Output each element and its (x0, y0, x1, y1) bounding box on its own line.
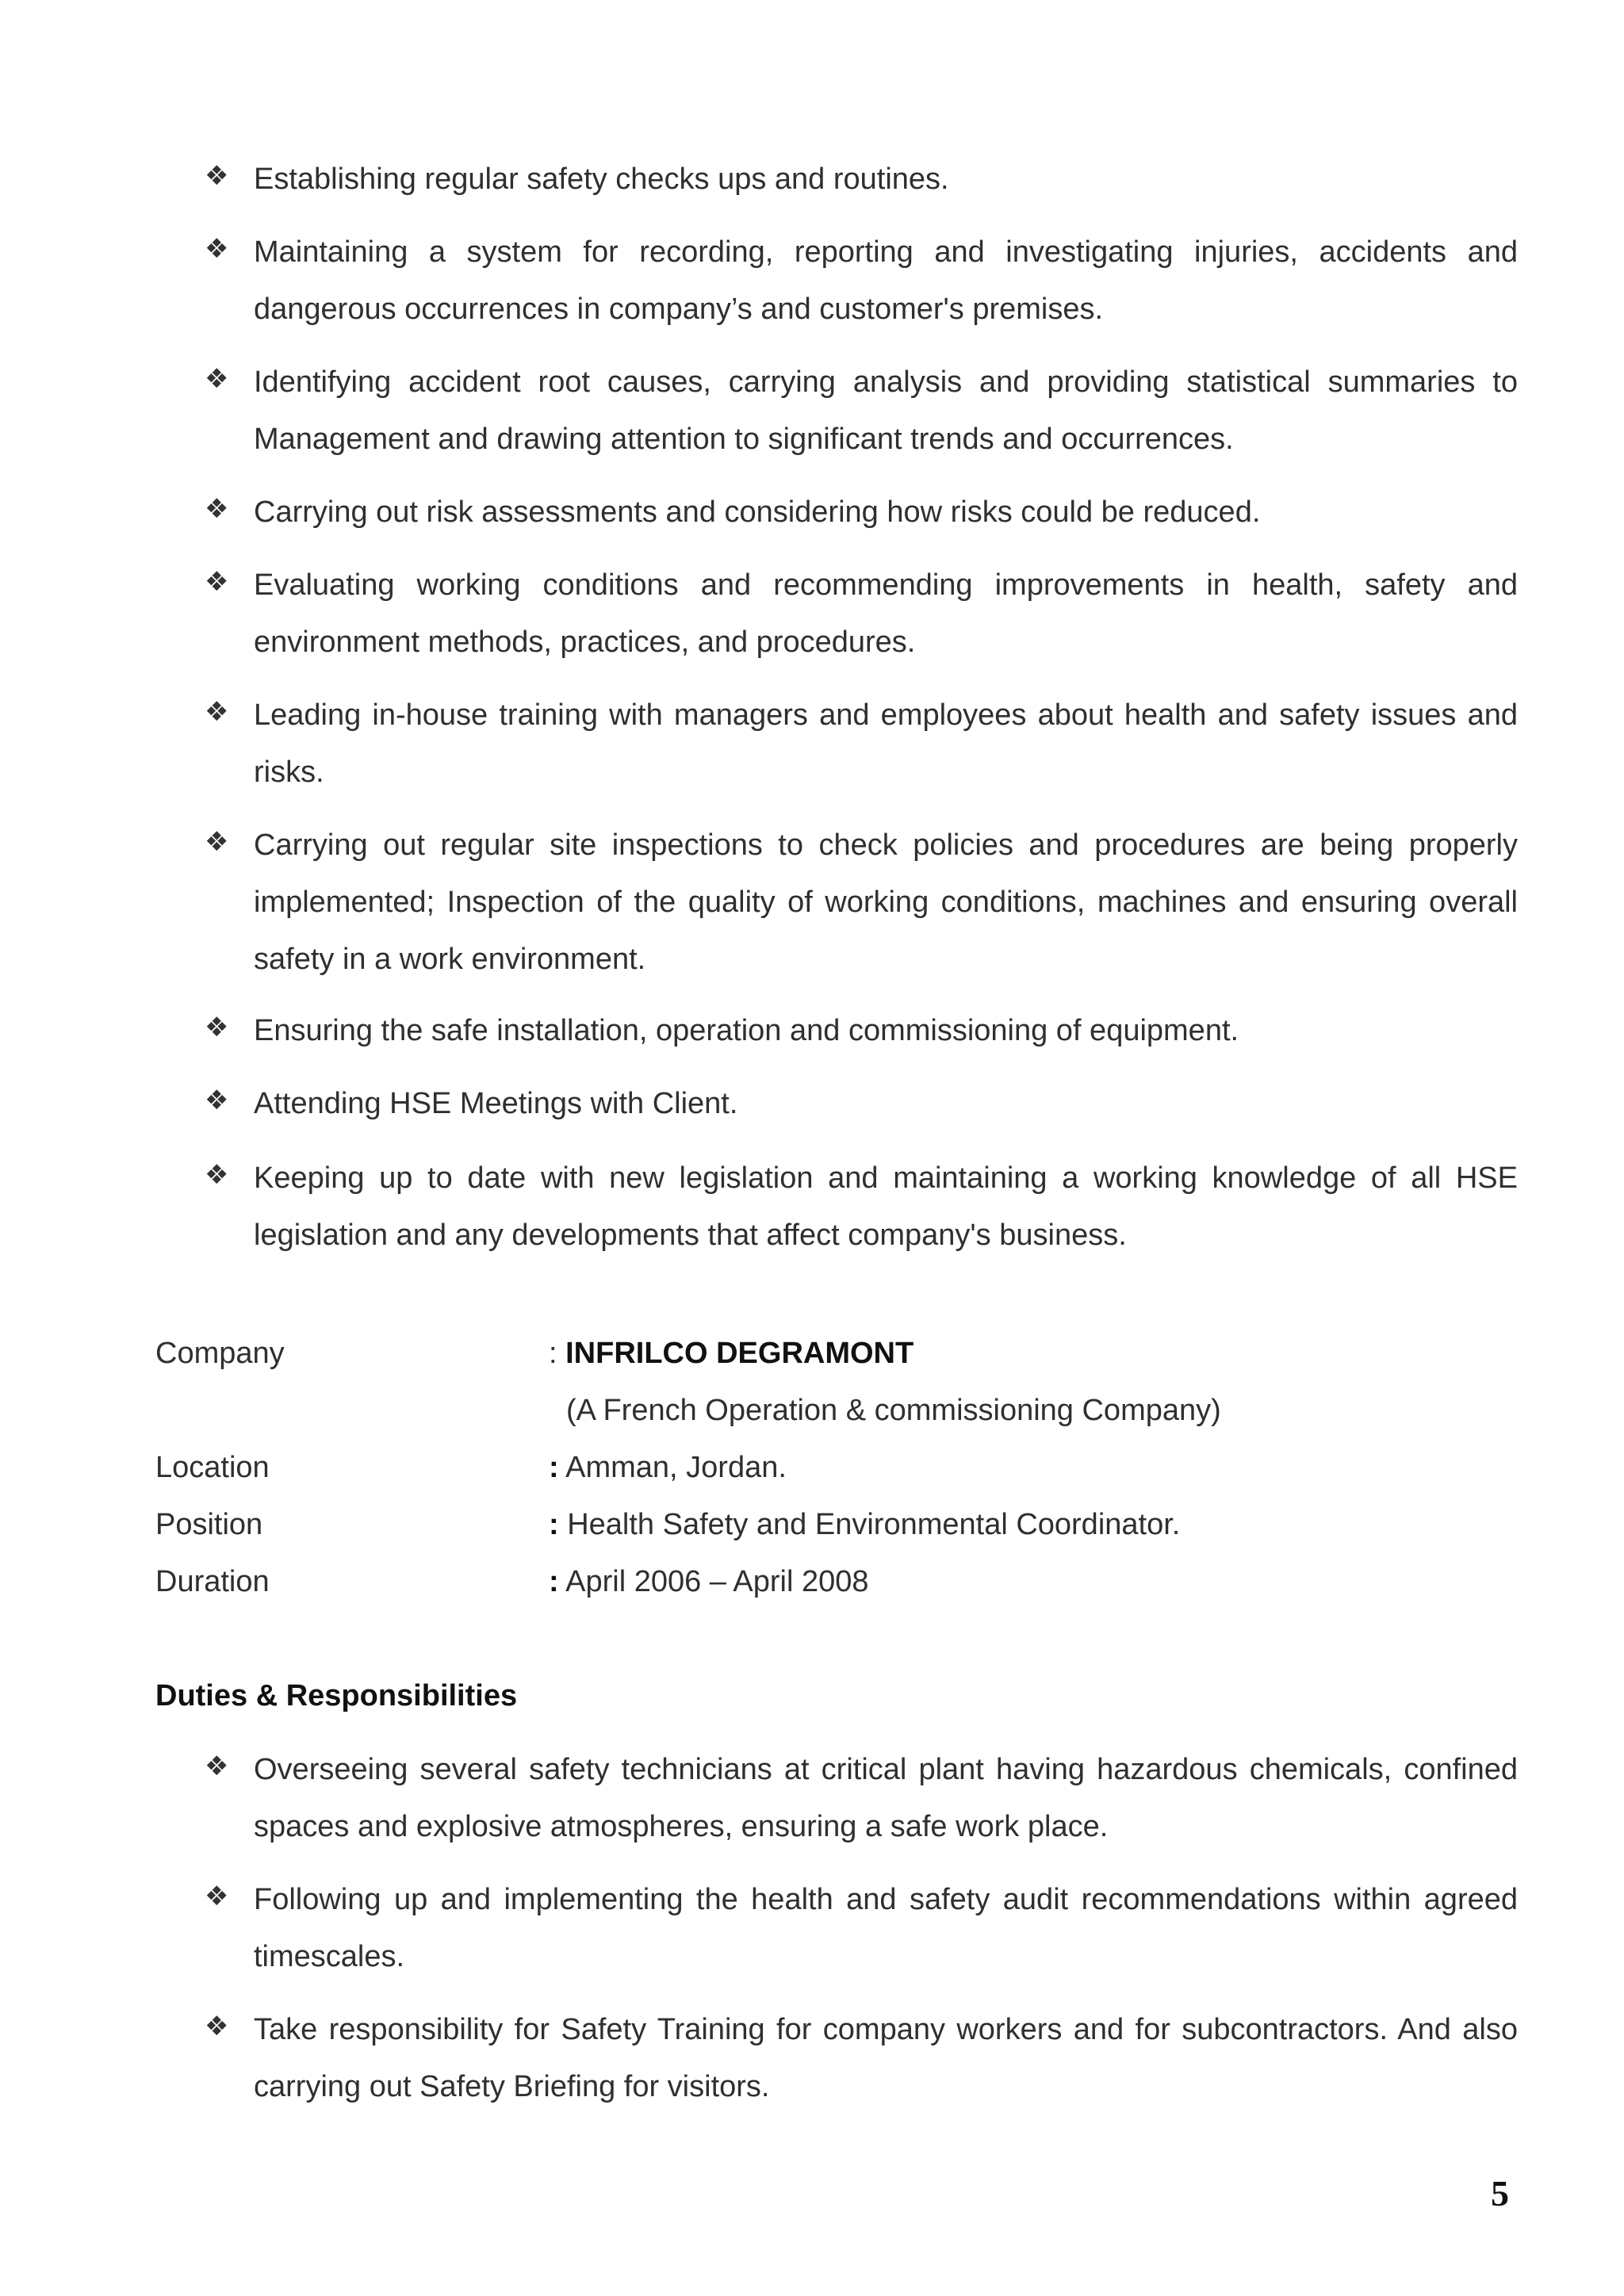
page-number: 5 (1491, 2173, 1509, 2214)
company-name: INFRILCO DEGRAMONT (565, 1337, 914, 1370)
bullet-diamond-icon: ❖ (205, 160, 229, 192)
bullet-diamond-icon: ❖ (205, 493, 229, 525)
bullet-diamond-icon: ❖ (205, 826, 229, 858)
bullet-diamond-icon: ❖ (205, 1085, 229, 1116)
duration-value: : April 2006 – April 2008 (549, 1565, 869, 1598)
location-value: : Amman, Jordan. (549, 1451, 787, 1484)
bullet-diamond-icon: ❖ (205, 2011, 229, 2042)
bullet-diamond-icon: ❖ (205, 363, 229, 395)
position-label: Position (155, 1508, 263, 1541)
bullet-diamond-icon: ❖ (205, 1881, 229, 1912)
position-value: : Health Safety and Environmental Coordinator. (549, 1508, 1181, 1541)
duration-label: Duration (155, 1565, 270, 1598)
duties-heading: Duties & Responsibilities (155, 1679, 518, 1712)
bullet-diamond-icon: ❖ (205, 566, 229, 598)
bullet-diamond-icon: ❖ (205, 696, 229, 728)
bullet-diamond-icon: ❖ (205, 1159, 229, 1191)
location-label: Location (155, 1451, 270, 1484)
company-value: : INFRILCO DEGRAMONT (549, 1337, 914, 1370)
document-page: ❖ Establishing regular safety checks ups and routines. ❖ Maintaining a system for recording, reporting and investigating injuries, accidents and dangerous occurrences in company’s and customer's premises. ❖ Identifying accident root causes, carrying analysis and providing statistical summaries to Management and drawing attention to significant trends and occurrences. ❖ Carrying out risk assessments and considering how risks could be reduced. ❖ Evaluating working conditions and recommending improvements in health, safety and environment methods, practices, and procedures. ❖ Leading in-house training with managers and employees about health and safety issues and risks. ❖ Carrying out regular site inspections to check policies and procedures are being properly implemented; Inspection of the quality of working conditions, machines and ensuring overall safety in a work environment. ❖ Ensuring the safe installation, operation and commissioning of equipment. ❖ Attending HSE Meetings with Client. ❖ Keeping up to date with new legislation and maintaining a working knowledge of all HSE legislation and any developments that affect company's business. Company : INFRILCO DEGRAMONT (A French Operation & commissioning Company) Location : Amman, Jordan. Position : Health Safety and Environmental Coordinator. Duration : April 2006 – April 2008 Duties & Responsibilities ❖ Overseeing several safety technicians at critical plant having hazardous chemicals, confined spaces and explosive atmospheres, ensuring a safe work place. ❖ Following up and implementing the health and safety audit recommendations within agreed timescales. ❖ Take responsibility for Safety Training for company workers and for subcontractors. And also carrying out Safety Briefing for visitors. 5 (155, 160, 1518, 2214)
bullet-diamond-icon: ❖ (205, 1751, 229, 1782)
bullet-diamond-icon: ❖ (205, 233, 229, 265)
company-label: Company (155, 1337, 285, 1370)
company-description: (A French Operation & commissioning Company) (566, 1394, 1221, 1427)
bullet-diamond-icon: ❖ (205, 1012, 229, 1043)
